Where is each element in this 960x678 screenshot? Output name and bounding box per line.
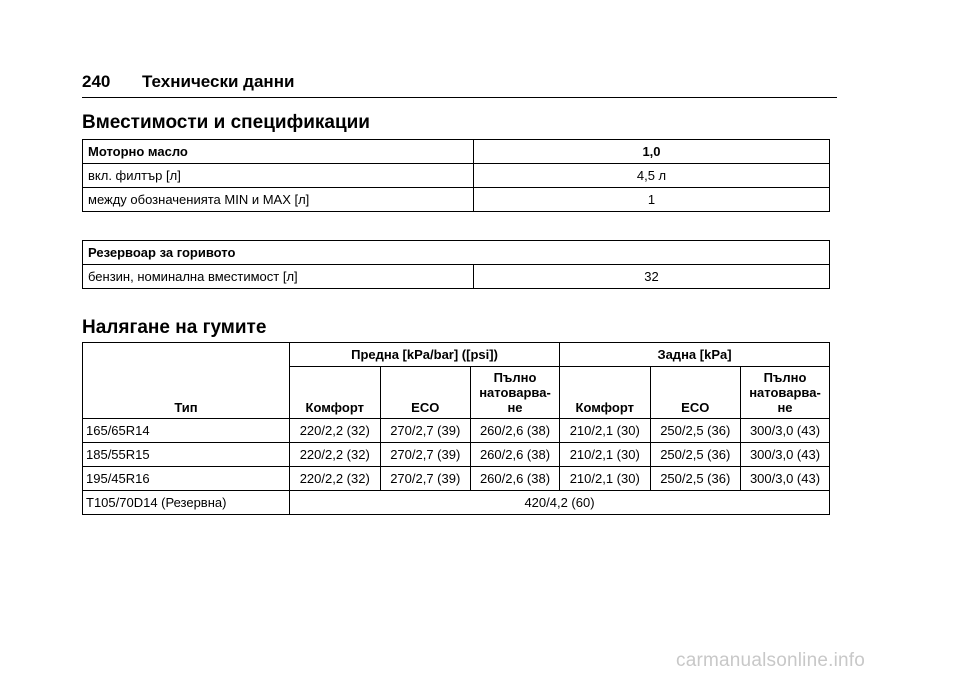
header-divider (82, 97, 837, 98)
rear-comfort-header: Комфорт (560, 367, 651, 419)
section-title-tyres: Налягане на гумите (82, 317, 267, 338)
pressure-value: 210/2,1 (30) (560, 419, 651, 443)
table-header-row (83, 140, 830, 164)
pressure-value: 260/2,6 (38) (471, 443, 560, 467)
row-value: 1 (474, 188, 830, 212)
page-header (82, 72, 837, 92)
front-comfort-header: Комфорт (290, 367, 381, 419)
table-row (83, 265, 830, 289)
table-header-row (83, 343, 830, 367)
pressure-value: 210/2,1 (30) (560, 443, 651, 467)
row-label: вкл. филтър [л] (83, 164, 474, 188)
section-title-capacities: Вместимости и спецификации (82, 112, 370, 133)
table-row (83, 419, 830, 443)
tyre-size: 185/55R15 (83, 443, 290, 467)
rear-full-load-header: Пълно натоварва-не (741, 367, 830, 419)
pressure-value: 270/2,7 (39) (380, 443, 471, 467)
engine-size-label: 1,0 (474, 140, 830, 164)
pressure-value: 250/2,5 (36) (650, 443, 741, 467)
engine-oil-table (82, 139, 830, 212)
front-full-load-header: Пълно натоварва-не (471, 367, 560, 419)
row-label: бензин, номинална вместимост [л] (83, 265, 474, 289)
pressure-value: 260/2,6 (38) (471, 467, 560, 491)
tyre-size: 165/65R14 (83, 419, 290, 443)
pressure-value: 300/3,0 (43) (741, 443, 830, 467)
row-value: 32 (474, 265, 830, 289)
row-label: между обозначенията MIN и MAX [л] (83, 188, 474, 212)
page-number: 240 (82, 72, 111, 91)
front-header: Предна [kPa/bar] ([psi]) (290, 343, 560, 367)
front-eco-header: ECO (380, 367, 471, 419)
pressure-value: 300/3,0 (43) (741, 419, 830, 443)
engine-oil-label: Моторно масло (83, 140, 474, 164)
rear-header: Задна [kPa] (560, 343, 830, 367)
rear-eco-header: ECO (650, 367, 741, 419)
table-row (83, 188, 830, 212)
pressure-value: 260/2,6 (38) (471, 419, 560, 443)
table-header-row (83, 241, 830, 265)
pressure-value: 250/2,5 (36) (650, 467, 741, 491)
tyre-size: T105/70D14 (Резервна) (83, 491, 290, 515)
pressure-value: 220/2,2 (32) (290, 443, 381, 467)
pressure-value: 270/2,7 (39) (380, 419, 471, 443)
tyre-pressure-table (82, 342, 830, 515)
row-value: 4,5 л (474, 164, 830, 188)
tyre-size: 195/45R16 (83, 467, 290, 491)
pressure-value: 270/2,7 (39) (380, 467, 471, 491)
pressure-value: 300/3,0 (43) (741, 467, 830, 491)
pressure-value: 250/2,5 (36) (650, 419, 741, 443)
pressure-value: 220/2,2 (32) (290, 419, 381, 443)
table-row (83, 491, 830, 515)
table-row (83, 467, 830, 491)
pressure-value: 220/2,2 (32) (290, 467, 381, 491)
watermark: carmanualsonline.info (676, 650, 866, 671)
table-row (83, 443, 830, 467)
table-row (83, 164, 830, 188)
fuel-tank-label: Резервоар за горивото (83, 241, 830, 265)
fuel-tank-table (82, 240, 830, 289)
pressure-value: 210/2,1 (30) (560, 467, 651, 491)
spare-pressure-value: 420/4,2 (60) (290, 491, 830, 515)
type-header: Тип (83, 343, 290, 419)
chapter-title: Технически данни (142, 72, 295, 91)
